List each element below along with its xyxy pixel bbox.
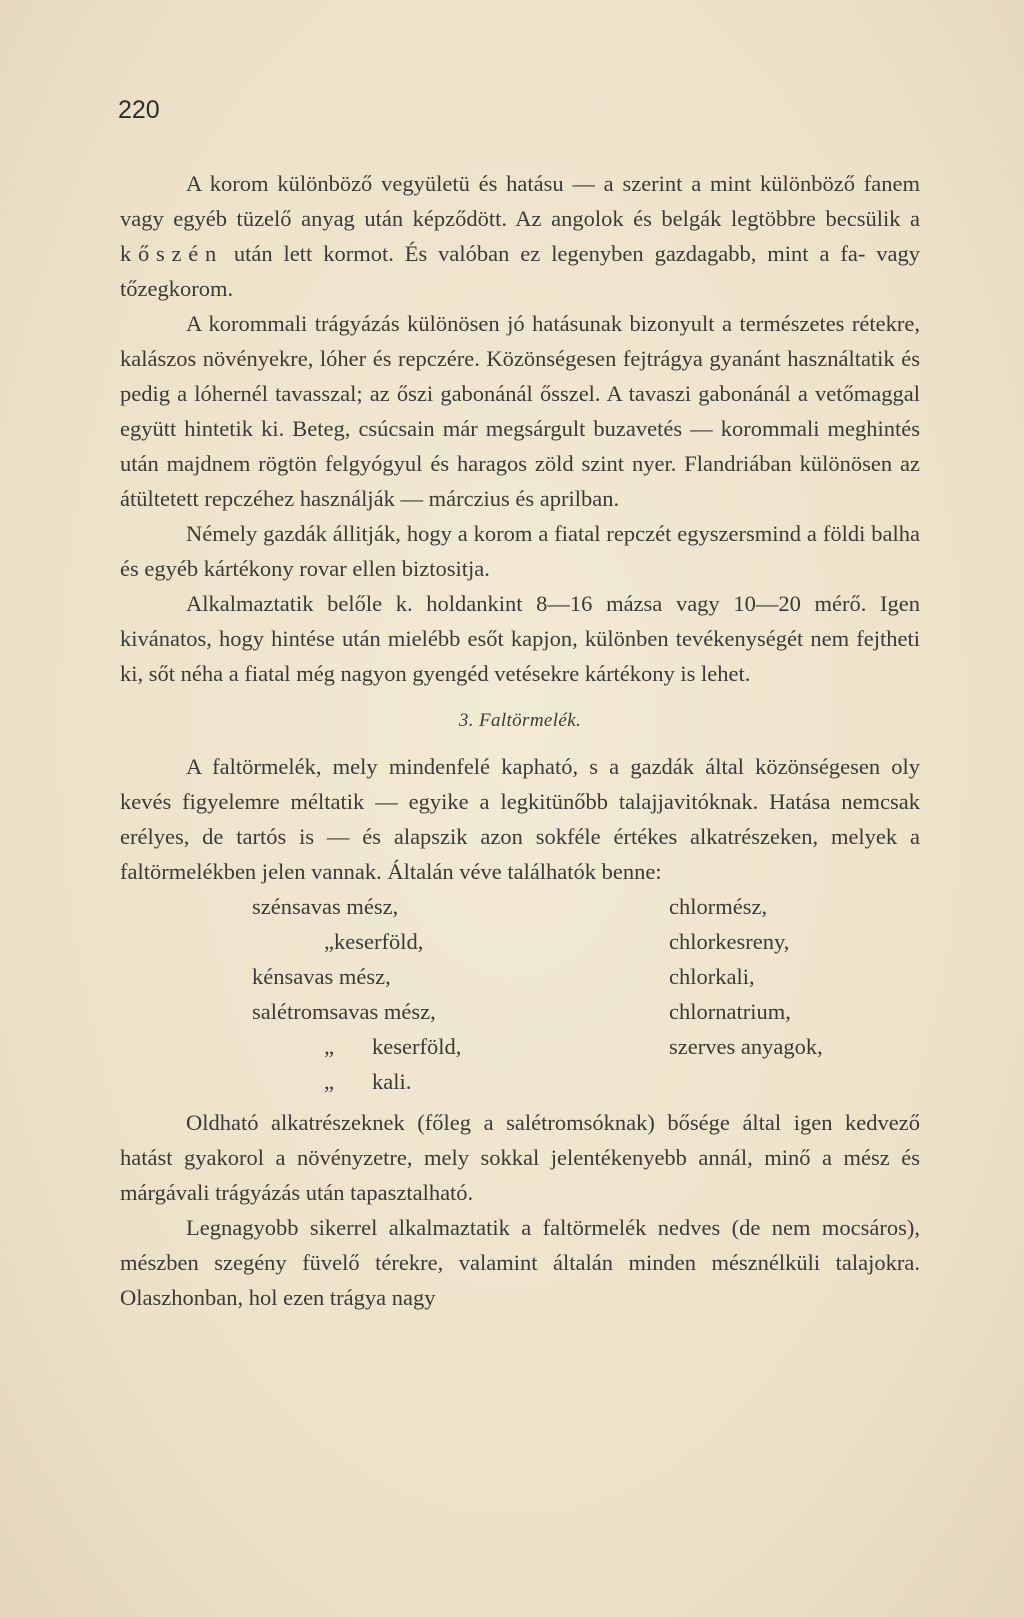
ingredient-text: keserföld, bbox=[372, 1034, 462, 1059]
ingredient-item: szerves anyagok, bbox=[669, 1034, 823, 1059]
ingredient-text: kénsavas mész, bbox=[252, 964, 391, 989]
ingredient-item bbox=[252, 1064, 461, 1099]
ingredient-item bbox=[252, 994, 461, 1029]
ingredient-item: chlormész, bbox=[669, 894, 768, 919]
ditto-mark: „ bbox=[324, 929, 334, 954]
ingredient-item: chlornatrium, bbox=[669, 999, 791, 1024]
paragraph-1-text: A korom különböző vegyületü és hatásu — a szerint a mint különböző fanem vagy egyéb tüzelő anyag után képződött. Az angolok és belgák legtöbbre becsülik a bbox=[120, 171, 920, 231]
ditto-mark: „ bbox=[324, 1069, 334, 1094]
paragraph-7: Legnagyobb sikerrel alkalmaztatik a faltörmelék nedves (de nem mocsáros), mészben szegény füvelő térekre, valamint általán minden mésznélküli talajokra. Olaszhonban, hol ezen trágya nagy bbox=[120, 1215, 920, 1310]
paragraph-4: Alkalmaztatik belőle k. holdankint 8—16 mázsa vagy 10—20 mérő. Igen kivánatos, hogy hintése után mielébb esőt kapjon, különben tevékenységét nem fejtheti ki, sőt néha a fiatal még nagyon gyengéd vetésekre kártékony is lehet. bbox=[120, 591, 920, 686]
ditto-mark: „ bbox=[324, 1034, 334, 1059]
page-number: 220 bbox=[118, 96, 160, 124]
paragraph-2: A korommali trágyázás különösen jó hatásunak bizonyult a természetes rétekre, kalászos növényekre, lóher és repczére. Közönségesen fejtrágya gyanánt használtatik és pedig a lóhernél tavasszal; az őszi gabonánál ősszel. A tavaszi gabonánál a vetőmaggal együtt hintetik ki. Beteg, csúcsain már megsárgult buzavetés — korommali meghintés után majdnem rögtön felgyógyul és haragos zöld szint nyer. Flandriában különösen az átültetett repczéhez használják — márczius és aprilban. bbox=[120, 311, 920, 511]
ingredient-item bbox=[252, 889, 461, 924]
ingredient-item: chlorkesreny, bbox=[669, 929, 790, 954]
ingredient-item bbox=[252, 1029, 461, 1064]
ingredient-column-right bbox=[669, 889, 823, 1064]
ingredient-column-left bbox=[252, 889, 461, 1099]
section-heading: 3. Faltörmelék. bbox=[458, 710, 582, 731]
ingredient-list bbox=[120, 889, 920, 1099]
paragraph-3: Némely gazdák állitják, hogy a korom a fiatal repczét egyszersmind a földi balha és egyéb kártékony rovar ellen biztositja. bbox=[120, 521, 920, 581]
ingredient-text: szénsavas mész, bbox=[252, 894, 399, 919]
paragraph-6: Oldható alkatrészeknek (főleg a salétromsóknak) bősége által igen kedvező hatást gyakorol a növényzetre, mely sokkal jelentékenyebb annál, minő a mész és márgávali trágyázás után tapasztalható. bbox=[120, 1110, 920, 1205]
paragraph-1 bbox=[120, 166, 920, 306]
paragraph-1-rest: után lett kormot. És valóban ez legenyben gazdagabb, mint a fa- vagy tőzegkorom. bbox=[120, 241, 920, 301]
ingredient-item bbox=[252, 959, 461, 994]
ingredient-item bbox=[252, 924, 461, 959]
body-text bbox=[120, 166, 920, 1315]
ingredient-text: keserföld, bbox=[334, 929, 424, 954]
spaced-word: kőszén bbox=[120, 241, 223, 266]
ingredient-item: chlorkali, bbox=[669, 964, 755, 989]
ingredient-text: kali. bbox=[372, 1069, 412, 1094]
ingredient-text: salétromsavas mész, bbox=[252, 999, 436, 1024]
paragraph-5: A faltörmelék, mely mindenfelé kapható, s a gazdák által közönségesen oly kevés figyelemre méltatik — egyike a legkitünőbb talajjavitóknak. Hatása nemcsak erélyes, de tartós is — és alapszik azon sokféle értékes alkatrészeken, melyek a faltörmelékben jelen vannak. Általán véve találhatók benne: bbox=[120, 754, 920, 884]
